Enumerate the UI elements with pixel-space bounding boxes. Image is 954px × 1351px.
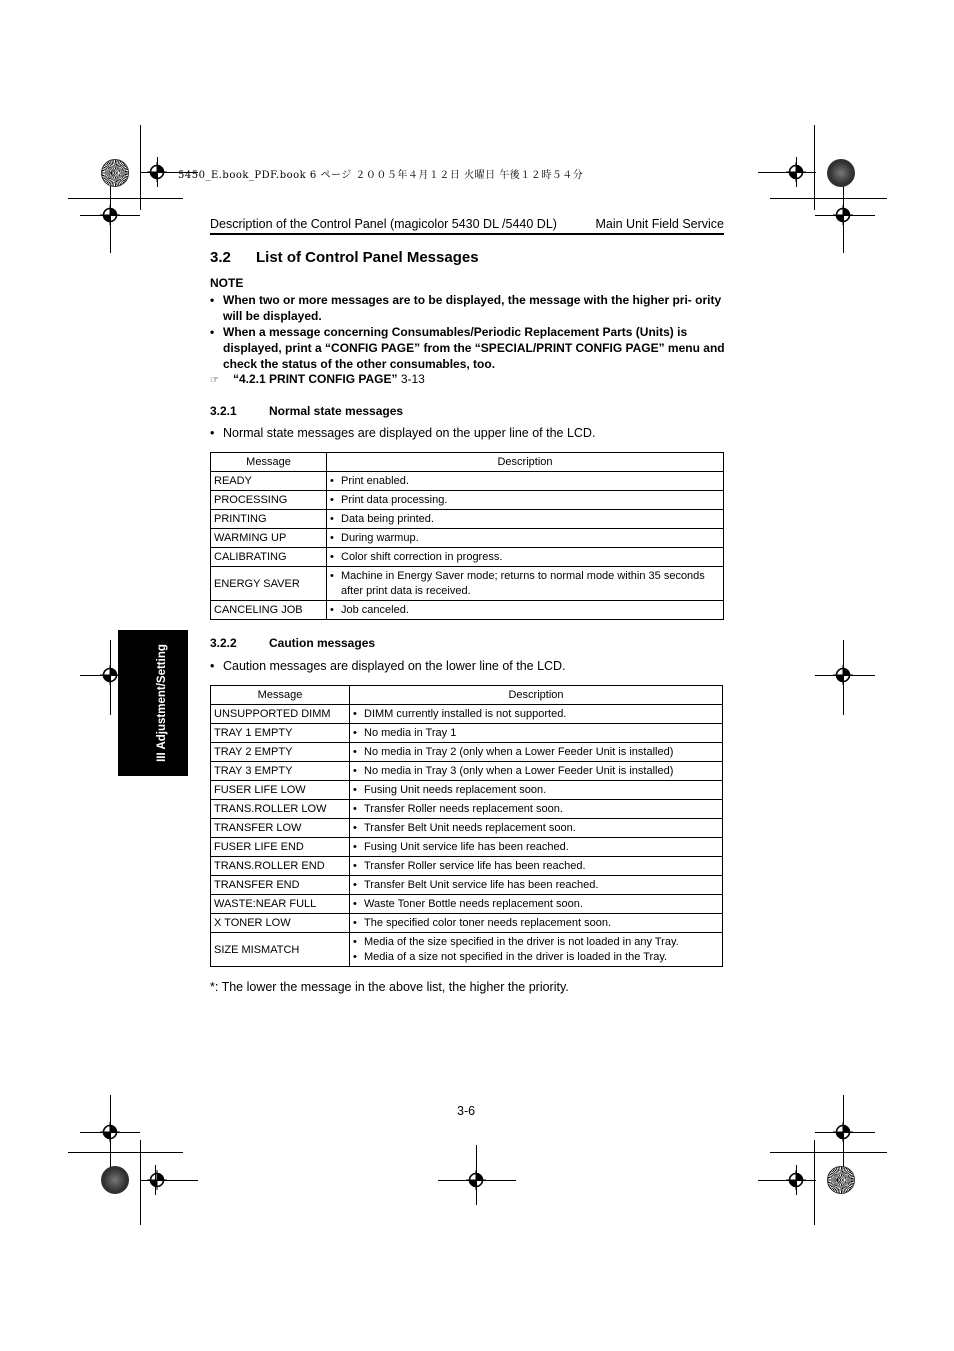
table-row <box>211 895 723 914</box>
color-target-icon <box>827 159 855 187</box>
description-line: • Media of the size specified in the driver is not loaded in any Tray. <box>353 935 719 950</box>
description-line: • Waste Toner Bottle needs replacement soon. <box>353 897 719 912</box>
description-line: • No media in Tray 2 (only when a Lower Feeder Unit is installed) <box>353 745 719 760</box>
description-cell <box>350 857 723 876</box>
subsection-number: 3.2.1 <box>210 404 237 418</box>
message-cell: CALIBRATING <box>211 548 327 567</box>
description-cell <box>350 895 723 914</box>
page-number: 3-6 <box>457 1104 476 1118</box>
bullet-text: • Caution messages are displayed on the lower line of the LCD. <box>210 659 566 673</box>
description-cell <box>327 567 724 601</box>
column-header-description: Description <box>327 453 724 472</box>
table-row <box>211 876 723 895</box>
table-row <box>211 857 723 876</box>
table-row <box>211 548 724 567</box>
table-row <box>211 529 724 548</box>
note-item: • When two or more messages are to be displayed, the message with the higher pri- ority will be displayed. <box>210 292 726 324</box>
reference-page: 3-13 <box>397 372 425 386</box>
subsection-title: Normal state messages <box>269 404 404 418</box>
description-cell <box>350 914 723 933</box>
message-cell: TRANS.ROLLER END <box>211 857 350 876</box>
crop-line <box>770 198 887 199</box>
subsection-title: Caution messages <box>269 636 376 650</box>
table-row <box>211 838 723 857</box>
table-row <box>211 762 723 781</box>
registration-mark-icon <box>833 1122 853 1142</box>
column-header-message: Message <box>211 686 350 705</box>
message-cell: TRAY 1 EMPTY <box>211 724 350 743</box>
table-row <box>211 800 723 819</box>
table-row <box>211 933 723 967</box>
registration-mark-icon <box>833 205 853 225</box>
message-cell: FUSER LIFE LOW <box>211 781 350 800</box>
column-header-message: Message <box>211 453 327 472</box>
description-cell <box>350 876 723 895</box>
description-line: • DIMM currently installed is not supported. <box>353 707 719 722</box>
description-line: • Transfer Roller needs replacement soon. <box>353 802 719 817</box>
description-cell <box>350 743 723 762</box>
caution-messages-table <box>210 685 723 967</box>
message-cell: WASTE:NEAR FULL <box>211 895 350 914</box>
message-cell: TRAY 3 EMPTY <box>211 762 350 781</box>
description-line: • No media in Tray 1 <box>353 726 719 741</box>
message-cell: READY <box>211 472 327 491</box>
description-cell <box>350 838 723 857</box>
table-row <box>211 743 723 762</box>
table-row <box>211 705 723 724</box>
description-line: • Print enabled. <box>330 474 720 489</box>
table-row <box>211 781 723 800</box>
reference-title: “4.2.1 PRINT CONFIG PAGE” <box>233 372 398 386</box>
description-cell <box>327 601 724 620</box>
description-line: • Media of a size not specified in the driver is loaded in the Tray. <box>353 950 719 965</box>
message-cell: ENERGY SAVER <box>211 567 327 601</box>
registration-mark-icon <box>147 162 167 182</box>
crop-line <box>68 198 183 199</box>
description-cell <box>327 510 724 529</box>
description-cell <box>350 724 723 743</box>
description-line: • Transfer Roller service life has been reached. <box>353 859 719 874</box>
bullet-text-content: Normal state messages are displayed on the upper line of the LCD. <box>223 426 596 440</box>
registration-mark-icon <box>466 1170 486 1190</box>
reference-icon: ☞ <box>210 375 219 386</box>
side-tab <box>118 630 188 776</box>
header-right: Main Unit Field Service <box>595 217 724 231</box>
registration-mark-icon <box>786 162 806 182</box>
column-header-description: Description <box>350 686 723 705</box>
description-cell <box>350 933 723 967</box>
description-line: • Transfer Belt Unit needs replacement soon. <box>353 821 719 836</box>
registration-mark-icon <box>147 1170 167 1190</box>
description-line: • Machine in Energy Saver mode; returns to normal mode within 35 seconds after print data is received. <box>330 569 720 599</box>
subsection-heading <box>210 404 403 418</box>
registration-mark-icon <box>833 665 853 685</box>
subsection-number: 3.2.2 <box>210 636 237 650</box>
description-line: • During warmup. <box>330 531 720 546</box>
note-item: • When a message concerning Consumables/Periodic Replacement Parts (Units) is displayed, print a “CONFIG PAGE” from the “SPECIAL/PRINT CONFIG PAGE” menu and check the status of the other consumables, too. <box>210 325 725 371</box>
message-cell: TRANS.ROLLER LOW <box>211 800 350 819</box>
table-row <box>211 914 723 933</box>
description-line: • Data being printed. <box>330 512 720 527</box>
table-row <box>211 601 724 620</box>
description-line: • No media in Tray 3 (only when a Lower Feeder Unit is installed) <box>353 764 719 779</box>
normal-messages-table <box>210 452 724 620</box>
header-left: Description of the Control Panel (magicolor 5430 DL /5440 DL) <box>210 217 557 231</box>
description-cell <box>327 529 724 548</box>
caution-table-body <box>211 705 723 967</box>
table-row <box>211 491 724 510</box>
table-row <box>211 510 724 529</box>
table-row <box>211 472 724 491</box>
print-stamp: 5450_E.book_PDF.book 6 ページ ２００５年４月１２日 火曜日 午後１２時５４分 <box>178 170 584 181</box>
color-target-icon <box>827 1166 855 1194</box>
footnote: *: The lower the message in the above list, the higher the priority. <box>210 980 569 994</box>
header-rule <box>210 233 724 235</box>
cross-reference[interactable] <box>210 372 425 386</box>
section-number: 3.2 <box>210 249 231 266</box>
description-line: • Job canceled. <box>330 603 720 618</box>
note-item-text: When two or more messages are to be displayed, the message with the higher pri- ority will be displayed. <box>223 293 722 323</box>
registration-mark-icon <box>100 1122 120 1142</box>
crop-line <box>770 1152 887 1153</box>
description-line: • Fusing Unit service life has been reached. <box>353 840 719 855</box>
description-cell <box>350 705 723 724</box>
message-cell: WARMING UP <box>211 529 327 548</box>
description-line: • Fusing Unit needs replacement soon. <box>353 783 719 798</box>
side-tab-label: III Adjustment/Setting <box>156 644 168 762</box>
section-title: List of Control Panel Messages <box>256 249 479 266</box>
message-cell: TRANSFER END <box>211 876 350 895</box>
message-cell: SIZE MISMATCH <box>211 933 350 967</box>
note-item-text: When a message concerning Consumables/Periodic Replacement Parts (Units) is displayed, print a “CONFIG PAGE” from the “SPECIAL/PRINT CONFIG PAGE” menu and check the status of the other consumables, too. <box>223 325 725 371</box>
description-cell <box>350 762 723 781</box>
description-cell <box>350 781 723 800</box>
description-line: • Print data processing. <box>330 493 720 508</box>
table-row <box>211 724 723 743</box>
message-cell: FUSER LIFE END <box>211 838 350 857</box>
message-cell: TRAY 2 EMPTY <box>211 743 350 762</box>
table-row <box>211 567 724 601</box>
message-cell: TRANSFER LOW <box>211 819 350 838</box>
registration-mark-icon <box>100 205 120 225</box>
message-cell: PROCESSING <box>211 491 327 510</box>
subsection-heading <box>210 636 375 650</box>
bullet-text: • Normal state messages are displayed on the upper line of the LCD. <box>210 426 596 440</box>
color-target-icon <box>101 159 129 187</box>
color-target-icon <box>101 1166 129 1194</box>
message-cell: UNSUPPORTED DIMM <box>211 705 350 724</box>
description-line: • The specified color toner needs replacement soon. <box>353 916 719 931</box>
message-cell: CANCELING JOB <box>211 601 327 620</box>
description-cell <box>327 548 724 567</box>
registration-mark-icon <box>100 665 120 685</box>
description-cell <box>327 491 724 510</box>
description-cell <box>350 819 723 838</box>
description-line: • Color shift correction in progress. <box>330 550 720 565</box>
message-cell: PRINTING <box>211 510 327 529</box>
normal-table-body <box>211 472 724 620</box>
note-label: NOTE <box>210 276 244 290</box>
description-line: • Transfer Belt Unit service life has been reached. <box>353 878 719 893</box>
table-row <box>211 819 723 838</box>
message-cell: X TONER LOW <box>211 914 350 933</box>
description-cell <box>327 472 724 491</box>
description-cell <box>350 800 723 819</box>
bullet-text-content: Caution messages are displayed on the lower line of the LCD. <box>223 659 566 673</box>
registration-mark-icon <box>786 1170 806 1190</box>
crop-line <box>68 1152 183 1153</box>
